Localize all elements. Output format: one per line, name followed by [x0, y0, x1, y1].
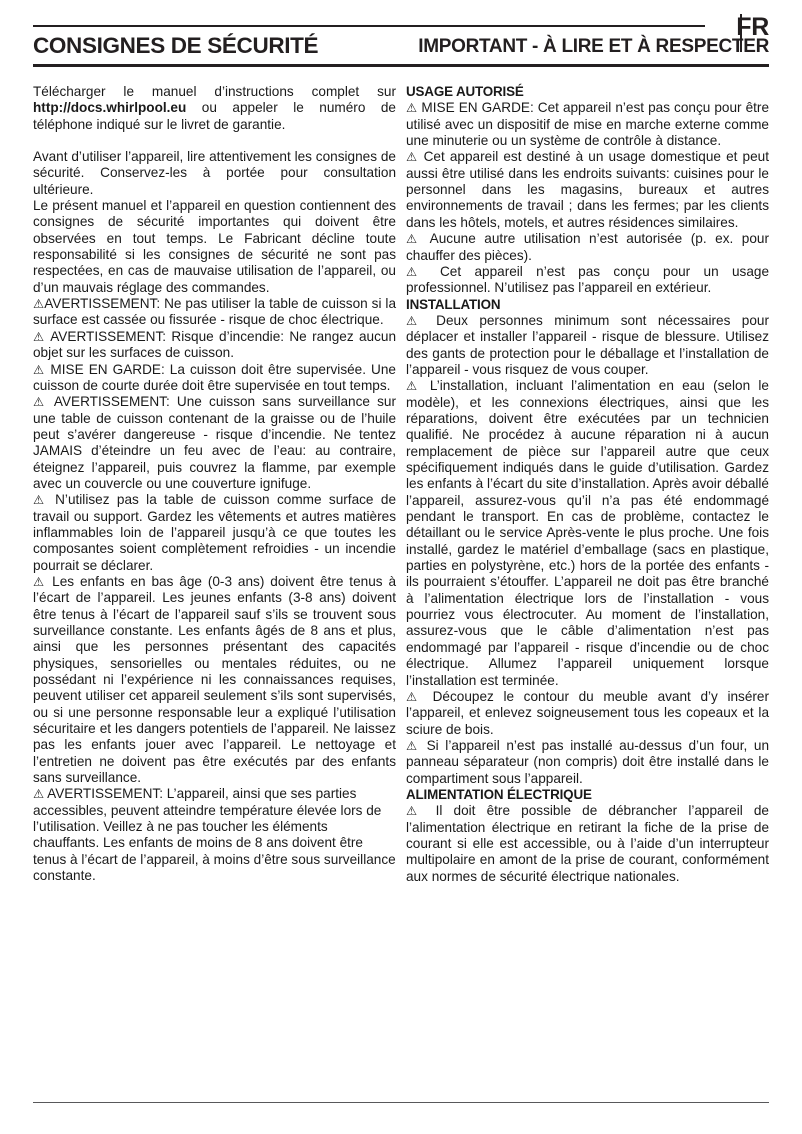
- paragraph-manual-contains: Le présent manuel et l’appareil en question contiennent des consignes de sécurité importantes qui doivent être observées en tout temps. Le Fabricant décline toute responsabilité si les consignes de sécurité ne sont pas respectées, en cas de mauvaise utilisation de l’appareil, ou d’un mauvais réglage des commandes.: [33, 198, 396, 295]
- warning-triangle-icon: ⚠: [406, 100, 418, 116]
- footer-rule: [33, 1102, 769, 1103]
- page-header: [33, 14, 769, 76]
- warning-triangle-icon: ⚠: [33, 394, 48, 410]
- language-code: FR: [736, 13, 769, 41]
- warning-triangle-icon: ⚠: [406, 231, 422, 247]
- warning-broken-surface: [33, 296, 396, 329]
- warning-not-work-surface-text: N’utilisez pas la table de cuisson comme surface de travail ou support. Gardez les vêtements et autres matières inflammables loin de l’appareil jusqu’à ce que toutes les composantes soient complètement refroidies - un incendie pourrait se déclarer.: [33, 492, 396, 573]
- page-subtitle: IMPORTANT - À LIRE ET À RESPECTER: [418, 36, 769, 57]
- left-column: [33, 84, 396, 885]
- warning-hot-surfaces-text: AVERTISSEMENT: L’appareil, ainsi que ses parties accessibles, peuvent atteindre température élevée lors de l’utilisation. Veillez à ne pas toucher les éléments chauffants. Les enfants de moins de 8 ans doivent être tenus à l’écart de l’appareil, à moins d’être sous surveillance constante.: [33, 786, 396, 884]
- warning-fire-risk: [33, 329, 396, 362]
- warning-triangle-icon: ⚠: [33, 492, 48, 508]
- warning-triangle-icon: ⚠: [33, 328, 46, 344]
- notice-disconnect-supply-text: Il doit être possible de débrancher l’appareil de l’alimentation électrique en retirant la fiche de la prise de courant si elle est accessible, ou à l’aide d’un interrupteur multipolaire en amont de la prise de courant, conformément aux normes de sécurité électrique nationales.: [406, 803, 769, 884]
- notice-cut-cabinet-text: Découpez le contour du meuble avant d’y insérer l’appareil, et enlevez soigneusement tous les copeaux et la sciure de bois.: [406, 688, 770, 737]
- warning-triangle-icon: ⚠: [33, 296, 45, 312]
- section-heading-permitted-use: USAGE AUTORISÉ: [406, 84, 524, 99]
- caution-supervise-cooking-text: MISE EN GARDE: La cuisson doit être supervisée. Une cuisson de courte durée doit être supervisée en tout temps.: [33, 361, 396, 393]
- warning-triangle-icon: ⚠: [33, 573, 47, 589]
- download-text-pre: Télécharger le manuel d’instructions complet sur: [33, 84, 396, 99]
- notice-no-other-use: [406, 231, 769, 264]
- warning-triangle-icon: ⚠: [406, 312, 425, 328]
- body-columns: [33, 84, 769, 885]
- warning-triangle-icon: ⚠: [406, 263, 427, 279]
- header-title-row: [33, 33, 769, 59]
- warning-not-work-surface: [33, 492, 396, 574]
- warning-triangle-icon: ⚠: [406, 737, 420, 753]
- caution-external-timer: [406, 100, 769, 149]
- notice-domestic-use-text: Cet appareil est destiné à un usage domestique et peut aussi être utilisé dans les endroits suivants: cuisines pour le personnel dans les magasins, bureaux et autres environnements de travail ; dans les fermes; par les clients dans les hôtels, motels, et autres résidences similaires.: [406, 149, 769, 230]
- paragraph-download-manual: [33, 84, 396, 133]
- notice-two-persons-text: Deux personnes minimum sont nécessaires pour déplacer et installer l’appareil - risque de blessure. Utilisez des gants de protection pour le déballage et l’installation de l’appareil - vous risquez de vous couper.: [406, 312, 770, 377]
- warning-hot-surfaces: [33, 786, 396, 884]
- warning-children-text: Les enfants en bas âge (0-3 ans) doivent être tenus à l’écart de l’appareil. Les jeunes enfants (3-8 ans) doivent être tenus à l’écart de l’appareil sauf s’ils se trouvent sous surveillance constante. Les enfants âgés de 8 ans et plus, ainsi que les personnes présentant des capacités physiques, sensorielles ou mentales réduites, ou ne possédant ni l’expérience ni les connaissances requises, peuvent utiliser cet appareil seulement s’ils sont supervisés, ou si une personne responsable leur a expliqué l’utilisation sécuritaire et les dangers potentiels de l’appareil. Ne laissez pas les enfants jouer avec l’appareil. Le nettoyage et l’entretien ne doivent pas être exécutés par des enfants sans surveillance.: [33, 573, 397, 786]
- download-text-post: ou appeler le numéro de téléphone indiqué sur le livret de garantie.: [33, 100, 396, 132]
- warning-triangle-icon: ⚠: [406, 803, 425, 819]
- warning-unattended-cooking: [33, 394, 396, 492]
- section-heading-electrical-supply: ALIMENTATION ÉLECTRIQUE: [406, 786, 592, 802]
- notice-not-professional-text: Cet appareil n’est pas conçu pour un usage professionnel. N’utilisez pas l’appareil en extérieur.: [406, 263, 770, 296]
- notice-qualified-technician-text: L’installation, incluant l’alimentation en eau (selon le modèle), et les connexions électriques, ainsi que les réparations, doivent être exécutées par un technicien qualifié. Ne procédez à aucune réparation ni à aucun remplacement de pièce sur l’appareil autre que ceux spécifiquement indiqués dans le guide d’utilisation. Gardez les enfants à l’écart du site d’installation. Après avoir déballé l’appareil, assurez-vous qu’il n’a pas été endommagé pendant le transport. En cas de problème, contactez le détaillant ou le service Après-vente le plus proche. Une fois installé, gardez le matériel d’emballage (sacs en plastique, parties en polystyrène, etc.) hors de la portée des enfants - ils pourraient s’étouffer. L’appareil ne doit pas être branché à l’alimentation électrique lors de l’installation - vous pourriez vous électrocuter. Au moment de l’installation, assurez-vous que le câble d’alimentation n’est pas endommagé par l’appareil - risque d’incendie ou de choc électrique. Allumez l’appareil uniquement lorsque l’installation est terminée.: [406, 378, 769, 688]
- page-title: CONSIGNES DE SÉCURITÉ: [33, 33, 319, 58]
- warning-broken-surface-text: AVERTISSEMENT: Ne pas utiliser la table de cuisson si la surface est cassée ou fissurée - risque de choc électrique.: [33, 296, 396, 328]
- notice-qualified-technician: [406, 378, 769, 689]
- warning-triangle-icon: ⚠: [406, 149, 419, 165]
- warning-fire-risk-text: AVERTISSEMENT: Risque d’incendie: Ne rangez aucun objet sur les surfaces de cuisson.: [33, 328, 397, 361]
- notice-two-persons: [406, 313, 769, 378]
- paragraph-read-safety: Avant d’utiliser l’appareil, lire attentivement les consignes de sécurité. Conservez-les à portée pour consultation ultérieure.: [33, 149, 396, 197]
- warning-children: [33, 574, 396, 786]
- caution-supervise-cooking: [33, 362, 396, 395]
- caution-external-timer-text: MISE EN GARDE: Cet appareil n’est pas conçu pour être utilisé avec un dispositif de mise en marche externe comme une minuterie ou un système de contrôle à distance.: [406, 100, 770, 149]
- paragraph-spacer: [33, 133, 396, 149]
- warning-unattended-cooking-text: AVERTISSEMENT: Une cuisson sans surveillance sur une table de cuisson contenant de la graisse ou de l’huile peut s’avérer dangereuse - risque d’incendie. Ne tentez JAMAIS d’éteindre un feu avec de l’eau: au contraire, éteignez l’appareil, puis couvrez la flamme, par exemple avec un couvercle ou une couverture ignifuge.: [33, 394, 396, 491]
- warning-triangle-icon: ⚠: [33, 786, 45, 802]
- right-column: [406, 84, 769, 885]
- notice-not-professional: [406, 264, 769, 297]
- header-bottom-rule: [33, 64, 769, 67]
- notice-domestic-use: [406, 149, 769, 231]
- warning-triangle-icon: ⚠: [33, 361, 46, 377]
- header-top-rule: [33, 25, 705, 27]
- section-heading-installation: INSTALLATION: [406, 296, 501, 312]
- manual-url: http://docs.whirlpool.eu: [33, 100, 187, 116]
- warning-triangle-icon: ⚠: [406, 378, 422, 394]
- notice-disconnect-supply: [406, 803, 769, 885]
- notice-separator-panel-text: Si l’appareil n’est pas installé au-dessus d’un four, un panneau séparateur (non compris) doit être installé dans le compartiment sous l’appareil.: [406, 737, 770, 786]
- notice-no-other-use-text: Aucune autre utilisation n’est autorisée (p. ex. pour chauffer des pièces).: [406, 231, 770, 263]
- notice-separator-panel: [406, 738, 769, 787]
- warning-triangle-icon: ⚠: [406, 688, 423, 704]
- notice-cut-cabinet: [406, 689, 769, 738]
